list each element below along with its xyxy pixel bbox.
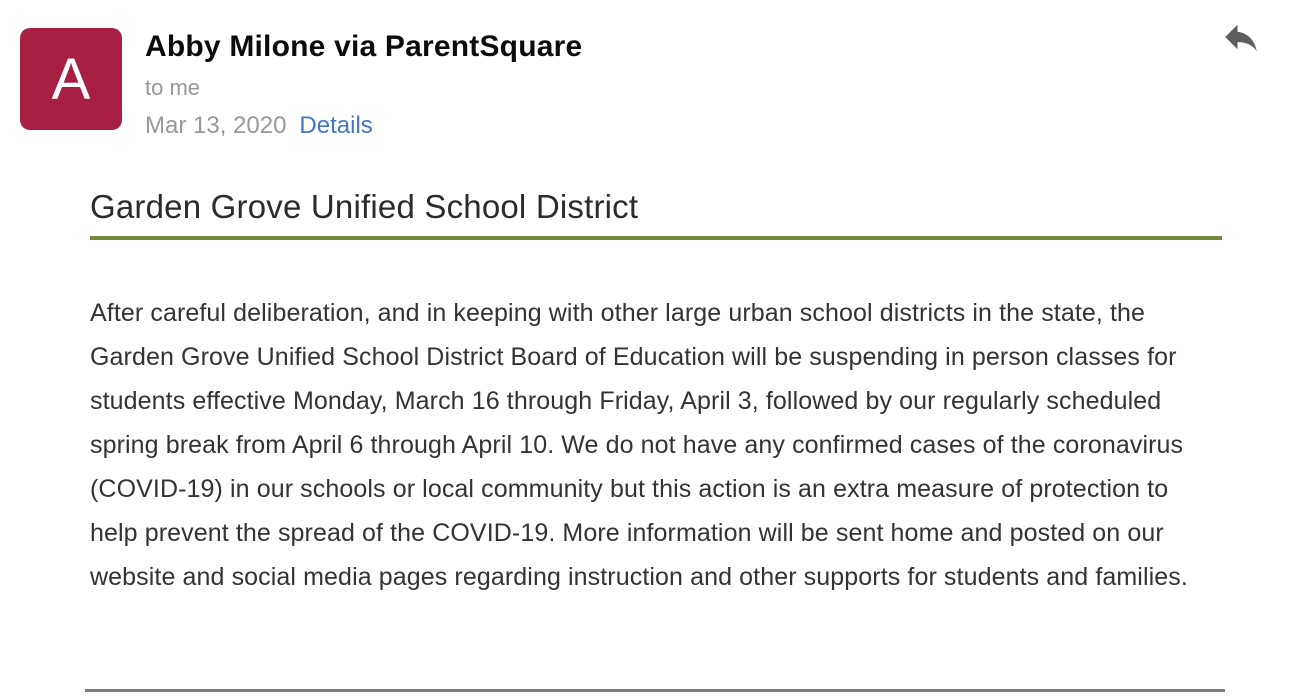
- date-row: [145, 111, 582, 141]
- message-date: Mar 13, 2020: [145, 112, 287, 139]
- recipient-label: to me: [145, 75, 201, 100]
- details-link[interactable]: Details: [299, 112, 373, 139]
- email-header: [0, 0, 1302, 141]
- reply-button[interactable]: [1218, 13, 1266, 61]
- bottom-divider: [85, 689, 1225, 692]
- message-heading: Garden Grove Unified School District: [90, 186, 1222, 240]
- message-content: [90, 186, 1222, 599]
- message-body-text: After careful deliberation, and in keeping with other large urban school districts in the state, the Garden Grove Unified School District Board of Education will be suspending in person classes for students effective Monday, March 16 through Friday, April 3, followed by our regularly scheduled spring break from April 6 through April 10. We do not have any confirmed cases of the coronavirus (COVID-19) in our schools or local community but this action is an extra measure of protection to help prevent the spread of the COVID-19. More information will be sent home and posted on our website and social media pages regarding instruction and other supports for students and families.: [90, 299, 1188, 591]
- sender-name: Abby Milone via ParentSquare: [145, 30, 583, 63]
- reply-arrow-icon: [1218, 16, 1266, 58]
- sender-avatar[interactable]: A: [20, 28, 122, 130]
- sender-info-block: [145, 28, 582, 141]
